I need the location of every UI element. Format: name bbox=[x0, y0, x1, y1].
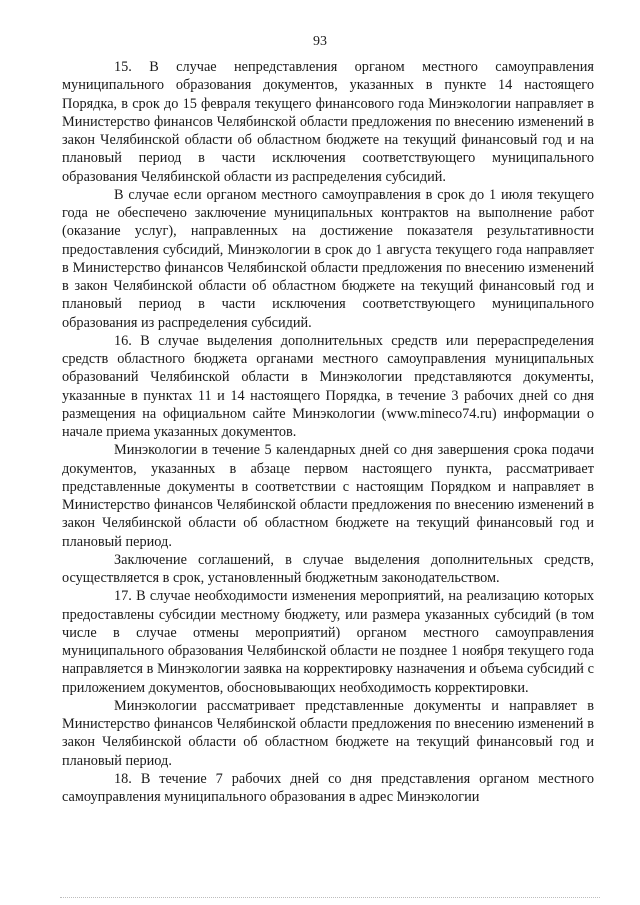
footer-scan-line bbox=[60, 897, 600, 899]
paragraph-16-third: Заключение соглашений, в случае выделения дополнительных средств, осуществляется в срок, установленный бюджетным законодательством. bbox=[62, 551, 594, 586]
paragraph-15: 15. В случае непредставления органом местного самоуправления муниципального образования документов, указанных в пункте 14 настоящего Порядка, в срок до 15 февраля текущего финансового года Минэкологии направляет в Министерство финансов Челябинской области предложения по внесению изменений в закон Челябинской области об областном бюджете на текущий финансовый год и на плановый период в части исключения соответствующего муниципального образования Челябинской области из распределения субсидий. bbox=[62, 59, 594, 185]
paragraph-16-second: Минэкологии в течение 5 календарных дней со дня завершения срока подачи документов, указанных в абзаце первом настоящего пункта, рассматривает представленные документы в соответствии с настоящим Порядком и направляет в Министерство финансов Челябинской области предложения по внесению изменений в закон Челябинской области об областном бюджете на текущий финансовый год и плановый период. bbox=[62, 442, 594, 550]
document-body bbox=[62, 58, 594, 806]
paragraph-18: 18. В течение 7 рабочих дней со дня представления органом местного самоуправления муниципального образования в адрес Минэкологии bbox=[62, 770, 594, 805]
paragraph-15-second: В случае если органом местного самоуправления в срок до 1 июля текущего года не обеспечено заключение муниципальных контрактов на выполнение работ (оказание услуг), направленных на достижение показателя результативности предоставления субсидий, Минэкологии в срок до 1 августа текущего года направляет в Министерство финансов Челябинской области предложения по внесению изменений в закон Челябинской области об областном бюджете на текущий финансовый год и плановый период в части исключения соответствующего муниципального образования из распределения субсидий. bbox=[62, 186, 594, 331]
paragraph-17: 17. В случае необходимости изменения мероприятий, на реализацию которых предоставлены субсидии местному бюджету, или размера указанных субсидий (в том числе в случае отмены мероприятий) органом местного самоуправления муниципального образования Челябинской области не позднее 1 ноября текущего года направляется в Минэкологии заявка на корректировку назначения и объема субсидий с приложением документов, обосновывающих необходимость корректировки. bbox=[62, 588, 594, 696]
paragraph-16: 16. В случае выделения дополнительных средств или перераспределения средств областного бюджета органами местного самоуправления муниципальных образований Челябинской области в Минэкологии представляются документы, указанные в пунктах 11 и 14 настоящего Порядка, в течение 3 рабочих дней со дня размещения на официальном сайте Минэкологии (www.mineco74.ru) информации о начале приема указанных документов. bbox=[62, 332, 594, 440]
paragraph-17-second: Минэкологии рассматривает представленные документы и направляет в Министерство финансов Челябинской области предложения по внесению изменений в закон Челябинской области об областном бюджете на текущий финансовый год и плановый период. bbox=[62, 697, 594, 769]
page-number: 93 bbox=[313, 34, 327, 49]
